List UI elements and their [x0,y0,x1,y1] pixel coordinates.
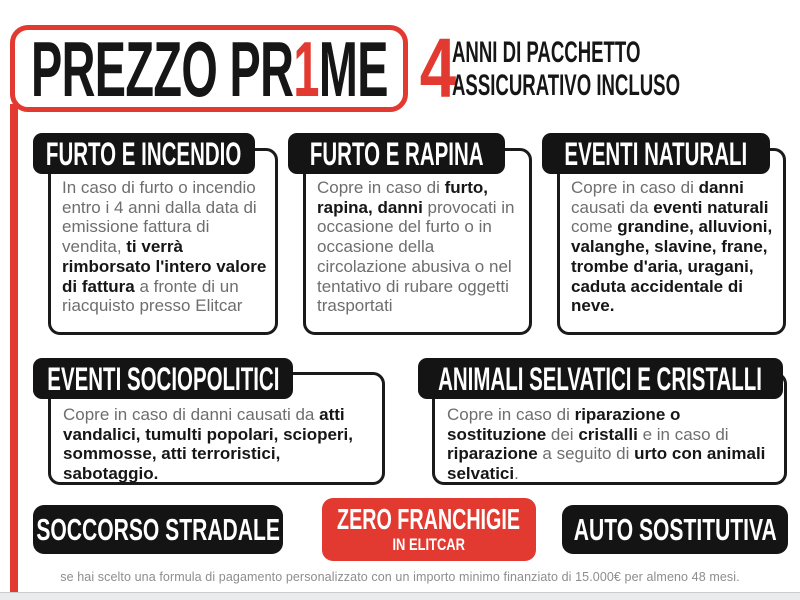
bottom-strip [0,592,800,600]
badge-zero-franchigie [322,498,536,561]
card-title [33,133,255,174]
badge-label: AUTO SOSTITUTIVA [573,511,777,547]
card-text: Copre in caso di danni causati da eventi naturali come grandine, alluvioni, valanghe, slavine, frane, trombe d'aria, uragani, caduta accidentale di neve. [571,178,773,316]
badge-sublabel: IN ELITCAR [392,535,466,554]
card-title-label: EVENTI SOCIOPOLITICI [46,360,280,397]
card-title [33,358,293,399]
prezzo-prime-title: PREZZO PR1ME [30,24,388,113]
card-title [288,133,505,174]
footnote-text: se hai scelto una formula di pagamento personalizzato con un importo minimo finanziato di 15.000€ per almeno 48 mesi. [60,570,740,584]
card-title [418,358,783,399]
subtitle-line-2: ASSICURATIVO INCLUSO [452,69,681,102]
years-number: 4 [419,21,457,115]
subtitle-line-1: ANNI DI PACCHETTO [452,36,641,69]
card-title-label: FURTO E INCENDIO [46,135,242,172]
red-accent-line [10,104,18,592]
card-title-label: FURTO E RAPINA [309,135,484,172]
card-body [303,148,532,335]
card-title [542,133,770,174]
card-title-label: EVENTI NATURALI [564,135,748,172]
header-subtitle [452,36,800,102]
badge-label: ZERO FRANCHIGIE [337,504,521,536]
badge-label: SOCCORSO STRADALE [36,511,280,547]
badge-auto-sostitutiva [562,505,788,554]
card-text: In caso di furto o incendio entro i 4 anni dalla data di emissione fattura di vendita, ti verrà rimborsato l'intero valore di fattura a fronte di un riacquisto presso Elitcar [62,178,267,316]
card-body [557,148,786,335]
card-text: Copre in caso di riparazione o sostituzione dei cristalli e in caso di riparazione a seguito di urto con animali selvatici. [447,405,766,484]
card-body [48,148,278,335]
card-text: Copre in caso di danni causati da atti vandalici, tumulti popolari, scioperi, sommosse, atti terroristici, sabotaggio. [63,405,353,484]
card-furto-e-incendio [33,133,278,335]
card-eventi-sociopolitici [33,358,385,485]
card-eventi-naturali [542,133,786,335]
card-furto-e-rapina [288,133,532,335]
badge-soccorso-stradale [33,505,283,554]
card-text: Copre in caso di furto, rapina, danni provocati in occasione del furto o in occasione della circolazione abusiva o nel tentativo di rubare oggetti trasportati [317,178,515,316]
card-title-label: ANIMALI SELVATICI E CRISTALLI [438,360,763,397]
card-animali-selvatici-e-cristalli [418,358,787,485]
prezzo-prime-title-box [10,25,408,112]
